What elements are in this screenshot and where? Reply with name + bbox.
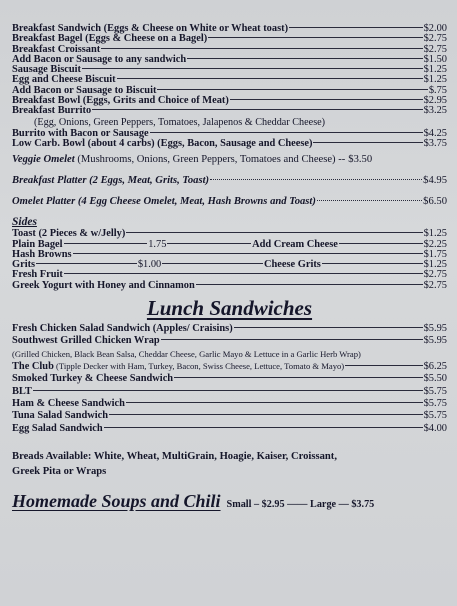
leader-line (167, 243, 251, 244)
item-price: $2.25 (423, 238, 448, 250)
item-price: $.75 (428, 84, 447, 96)
item-price: $5.95 (423, 323, 447, 335)
breakfast-list (12, 24, 447, 149)
menu-item (12, 423, 447, 435)
item-name: Breakfast Platter (2 Eggs, Meat, Grits, Toast) (12, 175, 210, 187)
lunch-heading: Lunch Sandwiches (146, 296, 313, 321)
menu-item (12, 240, 447, 250)
item-price: $5.75 (423, 410, 447, 422)
item-name: The Club (12, 360, 54, 372)
item-price: $2.95 (423, 95, 447, 107)
item-name: Omelet Platter (4 Egg Cheese Omelet, Meat, Hash Browns and Toast) (12, 196, 316, 208)
menu-item (12, 106, 447, 116)
item-price: $3.50 (348, 154, 373, 166)
item-name: Grits (12, 259, 36, 271)
menu-item (12, 139, 447, 149)
item-price: $4.00 (423, 422, 447, 434)
leader-line (33, 390, 423, 391)
leader-line (208, 37, 422, 38)
item-name: Egg and Cheese Biscuit (12, 74, 116, 86)
item-price: $3.75 (423, 137, 447, 149)
item-name: Breakfast Croissant (12, 43, 101, 55)
breads-info (12, 449, 447, 479)
item-name: Egg Salad Sandwich (12, 422, 103, 434)
leader-line (339, 243, 423, 244)
item-price: $6.25 (423, 360, 447, 372)
leader-line (64, 243, 148, 244)
leader-line (157, 89, 427, 90)
soups-section (12, 491, 447, 512)
item-name: Greek Yogurt with Honey and Cinnamon (12, 279, 195, 291)
item-price: $5.50 (423, 373, 447, 385)
leader-line (73, 253, 423, 254)
item-price: $1.25 (423, 74, 447, 86)
leader-line (161, 339, 423, 340)
item-detail: (Mushrooms, Onions, Green Peppers, Tomatoes and Cheese) -- (74, 154, 346, 166)
item-price: $2.75 (423, 43, 447, 55)
menu-item (12, 335, 447, 347)
item-name: Breakfast Sandwich (Eggs & Cheese on White or Wheat toast) (12, 23, 289, 34)
leader-line (104, 427, 423, 428)
menu-item (12, 386, 447, 398)
item-price: $1.25 (423, 259, 447, 271)
leader-line (289, 27, 423, 28)
item-name: Burrito with Bacon or Sausage (12, 127, 149, 139)
item-name: Cheese Grits (263, 259, 321, 271)
item-price: $5.75 (423, 398, 447, 410)
leader-line (210, 179, 422, 180)
item-detail: (Tipple Decker with Ham, Turkey, Bacon, Swiss Cheese, Lettuce, Tomato & Mayo) (53, 360, 345, 371)
leader-line (322, 263, 423, 264)
item-price: $5.75 (423, 385, 447, 397)
sides-heading: Sides (12, 216, 37, 229)
item-name: BLT (12, 385, 32, 397)
item-name: Smoked Turkey & Cheese Sandwich (12, 373, 174, 385)
menu-item (12, 170, 447, 191)
item-name: Low Carb. Bowl (about 4 carbs) (Eggs, Bacon, Sausage and Cheese) (12, 137, 313, 149)
menu-item (12, 149, 447, 170)
menu-item (12, 398, 447, 410)
menu-item (12, 323, 447, 335)
item-price: $2.75 (423, 33, 447, 45)
leader-line (36, 263, 137, 264)
leader-line (109, 414, 423, 415)
item-name: Add Bacon or Sausage to Biscuit (12, 84, 157, 96)
item-name: Toast (2 Pieces & w/Jelly) (12, 228, 126, 240)
item-name: Veggie Omelet (12, 154, 75, 166)
sides-list (12, 229, 447, 291)
item-name: Southwest Grilled Chicken Wrap (12, 335, 160, 347)
leader-line (234, 327, 423, 328)
burrito-note: (Egg, Onions, Green Peppers, Tomatoes, Jalapenos & Cheddar Cheese) (34, 116, 326, 128)
item-name: Sausage Biscuit (12, 64, 81, 76)
item-name: Breakfast Bagel (Eggs & Cheese on a Bagel) (12, 33, 208, 45)
menu-item (12, 191, 447, 212)
item-price: $1.00 (137, 259, 162, 271)
specials-list (12, 149, 447, 212)
wrap-note: (Grilled Chicken, Black Bean Salsa, Cheddar Cheese, Garlic Mayo & Lettuce in a Garlic Herb Wrap) (12, 348, 361, 359)
leader-line (92, 109, 422, 110)
menu-item (12, 410, 447, 422)
menu-item (12, 281, 447, 291)
item-name: Add Cream Cheese (252, 238, 338, 250)
leader-line (101, 48, 422, 49)
soups-prices: Small – $2.95 —— Large — $3.75 (226, 499, 375, 511)
menu-item (12, 250, 447, 260)
leader-line (230, 99, 423, 100)
item-price: $2.00 (423, 23, 447, 34)
leader-line (345, 365, 422, 366)
item-name: Fresh Fruit (12, 269, 63, 281)
item-name: Add Bacon or Sausage to any sandwich (12, 53, 187, 65)
item-price: $1.25 (423, 64, 447, 76)
lunch-list (12, 323, 447, 435)
item-name: Breakfast Burrito (12, 105, 92, 117)
item-price: $1.50 (423, 53, 447, 65)
item-price: $5.95 (423, 335, 447, 347)
leader-line (174, 377, 423, 378)
item-price: $2.75 (423, 279, 447, 291)
menu-item (12, 260, 447, 270)
item-name: Breakfast Bowl (Eggs, Grits and Choice of Meat) (12, 95, 229, 107)
item-price: $1.75 (423, 248, 447, 260)
item-price: 1.75 (148, 238, 167, 250)
item-name: Tuna Salad Sandwich (12, 410, 109, 422)
leader-line (64, 273, 423, 274)
item-name: Plain Bagel (12, 238, 63, 250)
item-name: Ham & Cheese Sandwich (12, 398, 125, 410)
item-price: $1.25 (423, 228, 447, 240)
soups-heading: Homemade Soups and Chili (12, 491, 221, 512)
leader-line (196, 284, 423, 285)
item-price: $4.95 (423, 175, 447, 187)
item-price: $3.25 (423, 105, 447, 117)
leader-line (82, 68, 423, 69)
leader-line (162, 263, 263, 264)
item-price: $4.25 (423, 127, 447, 139)
leader-line (150, 132, 423, 133)
leader-line (187, 58, 422, 59)
item-name: Hash Browns (12, 248, 72, 260)
leader-line (317, 200, 422, 201)
leader-line (126, 232, 422, 233)
breads-line: Breads Available: White, Wheat, MultiGrain, Hoagie, Kaiser, Croissant, (12, 451, 337, 463)
item-price: $6.50 (423, 196, 447, 208)
item-price: $2.75 (423, 269, 447, 281)
menu-item (12, 373, 447, 385)
menu-item (12, 360, 447, 373)
item-name: Fresh Chicken Salad Sandwich (Apples/ Craisins) (12, 323, 233, 335)
leader-line (313, 142, 422, 143)
menu-item (12, 229, 447, 239)
breads-line: Greek Pita or Wraps (12, 466, 107, 478)
leader-line (117, 78, 423, 79)
leader-line (126, 402, 423, 403)
